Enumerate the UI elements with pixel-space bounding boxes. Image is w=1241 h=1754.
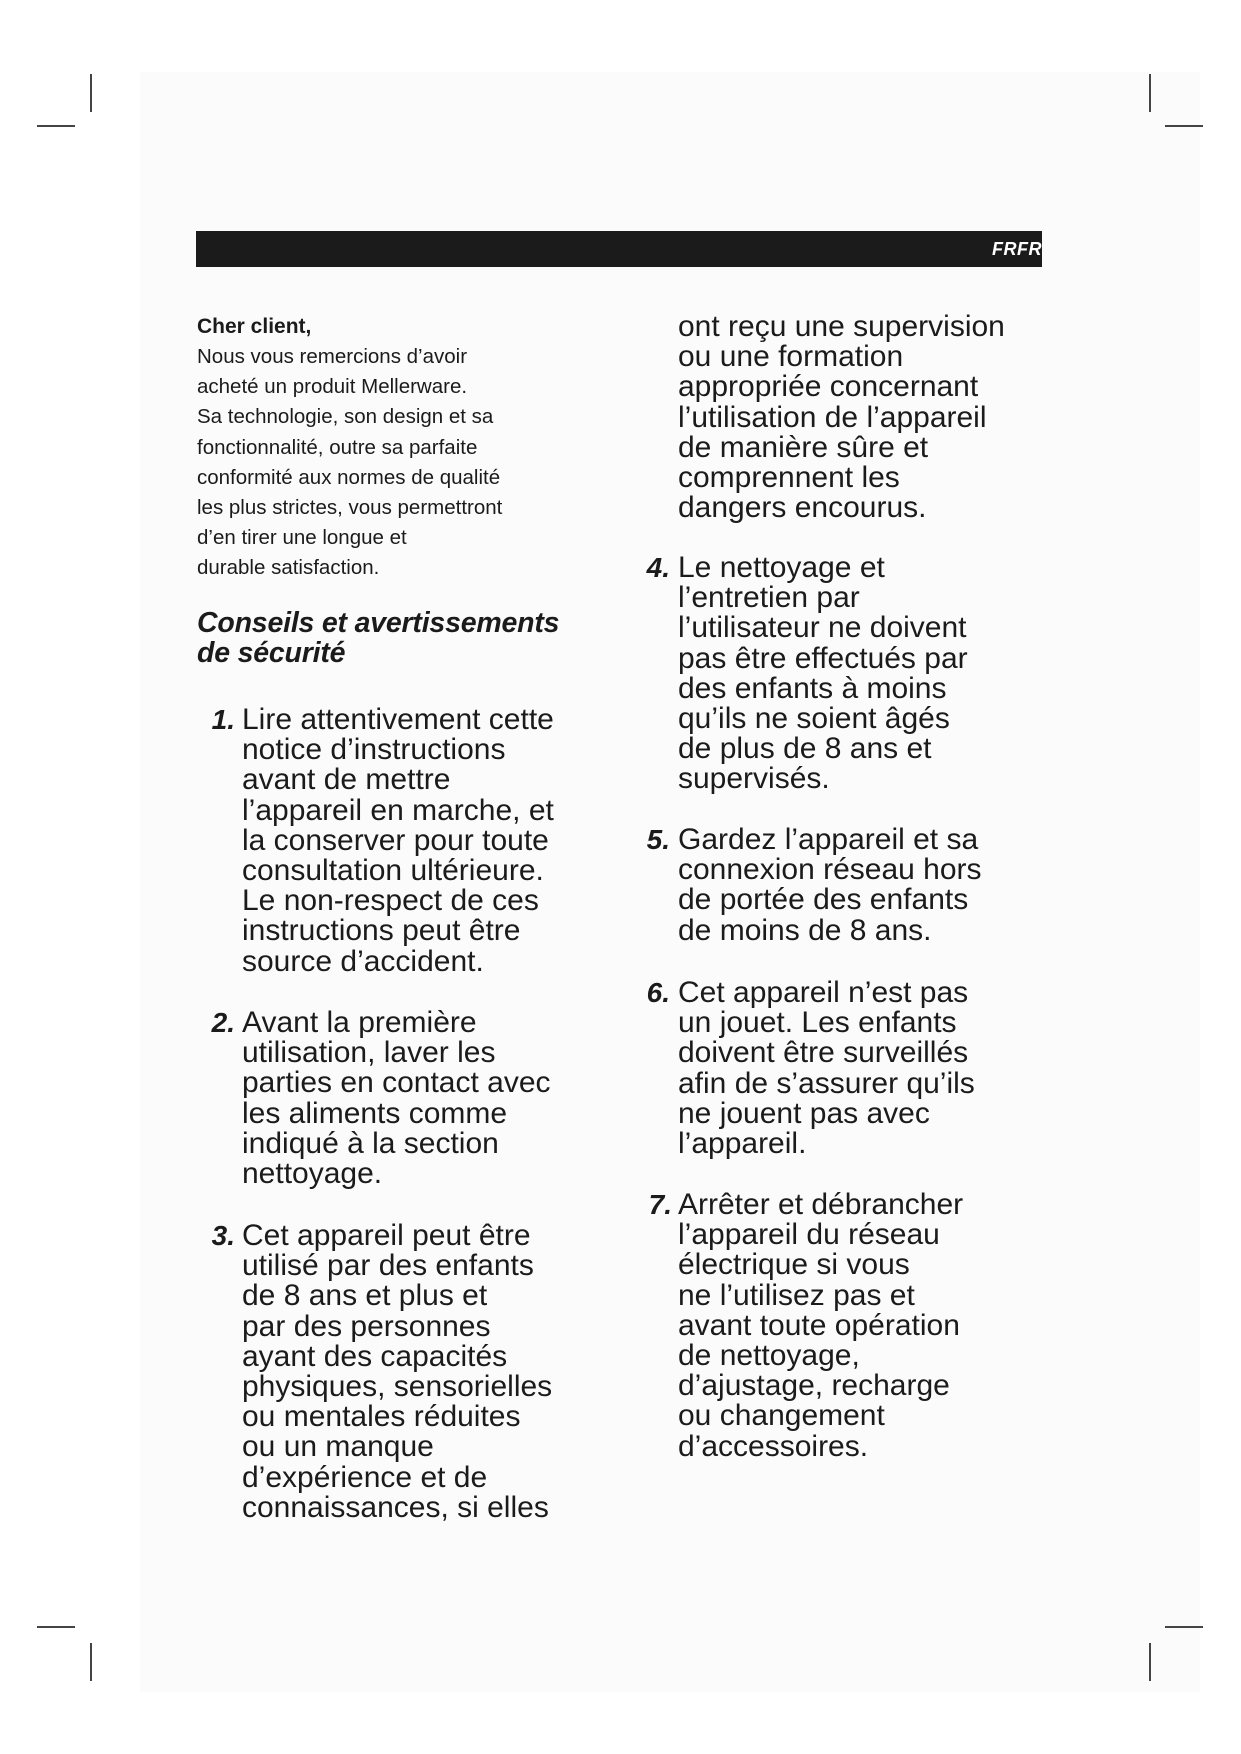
item-line: ne jouent pas avec: [678, 1096, 930, 1130]
item-line: de manière sûre et: [678, 430, 929, 464]
intro-greeting: Cher client,: [197, 315, 312, 338]
intro-line: conformité aux normes de qualité: [197, 465, 501, 489]
item-line: d’accessoires.: [678, 1429, 869, 1463]
item-line: ayant des capacités: [242, 1339, 508, 1373]
item-line: l’appareil en marche, et: [242, 793, 554, 827]
item-line: parties en contact avec: [242, 1066, 551, 1100]
item-line: notice d’instructions: [242, 733, 506, 767]
item-number: 5.: [646, 824, 670, 855]
item-line: nettoyage.: [242, 1157, 383, 1191]
item-line: l’appareil.: [678, 1127, 807, 1161]
item-line: ou un manque: [242, 1430, 434, 1464]
item-text-continuation: [678, 312, 1005, 523]
item-line: par des personnes: [242, 1309, 491, 1343]
item-line: consultation ultérieure.: [242, 854, 544, 888]
crop-mark-bottom-left-vertical: [90, 1643, 92, 1681]
item-line: Gardez l’appareil et sa: [678, 823, 979, 856]
crop-mark-bottom-right-horizontal: [1165, 1626, 1203, 1628]
intro-block: [197, 312, 617, 584]
item-text: [242, 1221, 552, 1523]
item-text: [242, 1008, 551, 1189]
section-title-line: Conseils et avertissements: [197, 607, 560, 639]
intro-line: fonctionnalité, outre sa parfaite: [197, 435, 478, 459]
section-title: [197, 608, 637, 668]
item-line: un jouet. Les enfants: [678, 1006, 957, 1040]
intro-line: acheté un produit Mellerware.: [197, 375, 468, 399]
item-line: la conserver pour toute: [242, 823, 549, 857]
item-line: source d’accident.: [242, 944, 484, 978]
item-line: d’ajustage, recharge: [678, 1369, 950, 1403]
header-bar: [196, 231, 1042, 267]
language-code: FRFR: [992, 239, 1042, 259]
item-line: appropriée concernant: [678, 370, 979, 404]
intro-line: les plus strictes, vous permettront: [197, 496, 503, 520]
item-line: Arrêter et débrancher: [678, 1188, 964, 1221]
crop-mark-bottom-left-horizontal: [37, 1626, 75, 1628]
item-line: de 8 ans et plus et: [242, 1279, 488, 1313]
crop-mark-bottom-right-vertical: [1149, 1643, 1151, 1681]
item-number: 1.: [211, 704, 235, 735]
item-line: Avant la première: [242, 1006, 477, 1039]
item-line: indiqué à la section: [242, 1126, 499, 1160]
item-line: de portée des enfants: [678, 883, 969, 917]
intro-line: Nous vous remercions d’avoir: [197, 345, 468, 368]
item-line: l’utilisation de l’appareil: [678, 400, 987, 434]
crop-mark-top-right-horizontal: [1165, 125, 1203, 127]
crop-mark-top-left-horizontal: [37, 125, 75, 127]
intro-line: durable satisfaction.: [197, 556, 380, 580]
item-line: utilisation, laver les: [242, 1036, 496, 1070]
item-line: Lire attentivement cette: [242, 703, 554, 736]
item-line: d’expérience et de: [242, 1460, 488, 1494]
item-number: 7.: [648, 1189, 672, 1220]
item-line: Le nettoyage et: [678, 551, 885, 584]
item-line: Cet appareil n’est pas: [678, 976, 969, 1009]
item-text: [678, 1190, 963, 1462]
item-line: des enfants à moins: [678, 671, 947, 705]
item-line: utilisé par des enfants: [242, 1249, 534, 1283]
item-text: [678, 978, 975, 1159]
item-line: afin de s’assurer qu’ils: [678, 1066, 975, 1100]
item-number: 2.: [211, 1007, 235, 1038]
section-title-line: de sécurité: [197, 637, 346, 669]
item-line: électrique si vous: [678, 1248, 910, 1282]
item-line: avant toute opération: [678, 1308, 960, 1342]
item-line: pas être effectués par: [678, 641, 968, 675]
item-number: 6.: [646, 977, 670, 1008]
item-text: [678, 825, 982, 946]
item-line: l’utilisateur ne doivent: [678, 611, 967, 645]
item-line: de plus de 8 ans et: [678, 732, 932, 766]
crop-mark-top-right-vertical: [1149, 74, 1151, 112]
item-line: connexion réseau hors: [678, 853, 982, 887]
item-line: ou changement: [678, 1399, 885, 1433]
intro-line: Sa technologie, son design et sa: [197, 405, 494, 429]
item-line: l’appareil du réseau: [678, 1218, 940, 1252]
item-line: physiques, sensorielles: [242, 1370, 553, 1404]
item-text: [242, 705, 554, 977]
item-line: comprennent les: [678, 461, 900, 495]
item-line: instructions peut être: [242, 914, 521, 948]
item-line: de moins de 8 ans.: [678, 913, 932, 947]
item-line: supervisés.: [678, 762, 830, 796]
item-line: ont reçu une supervision: [678, 310, 1005, 343]
intro-line: d’en tirer une longue et: [197, 526, 407, 550]
item-line: dangers encourus.: [678, 491, 927, 525]
item-line: les aliments comme: [242, 1096, 508, 1130]
item-line: ou mentales réduites: [242, 1400, 521, 1434]
item-line: ou une formation: [678, 340, 904, 374]
item-line: Le non-respect de ces: [242, 884, 539, 918]
item-number: 4.: [646, 552, 670, 583]
item-line: connaissances, si elles: [242, 1490, 549, 1524]
item-line: doivent être surveillés: [678, 1036, 969, 1070]
item-line: qu’ils ne soient âgés: [678, 702, 950, 736]
item-line: Cet appareil peut être: [242, 1219, 531, 1252]
item-line: l’entretien par: [678, 581, 860, 615]
item-line: ne l’utilisez pas et: [678, 1278, 915, 1312]
item-text: [678, 553, 968, 795]
crop-mark-top-left-vertical: [90, 74, 92, 112]
item-line: de nettoyage,: [678, 1339, 860, 1373]
item-number: 3.: [211, 1220, 235, 1251]
item-line: avant de mettre: [242, 763, 451, 797]
